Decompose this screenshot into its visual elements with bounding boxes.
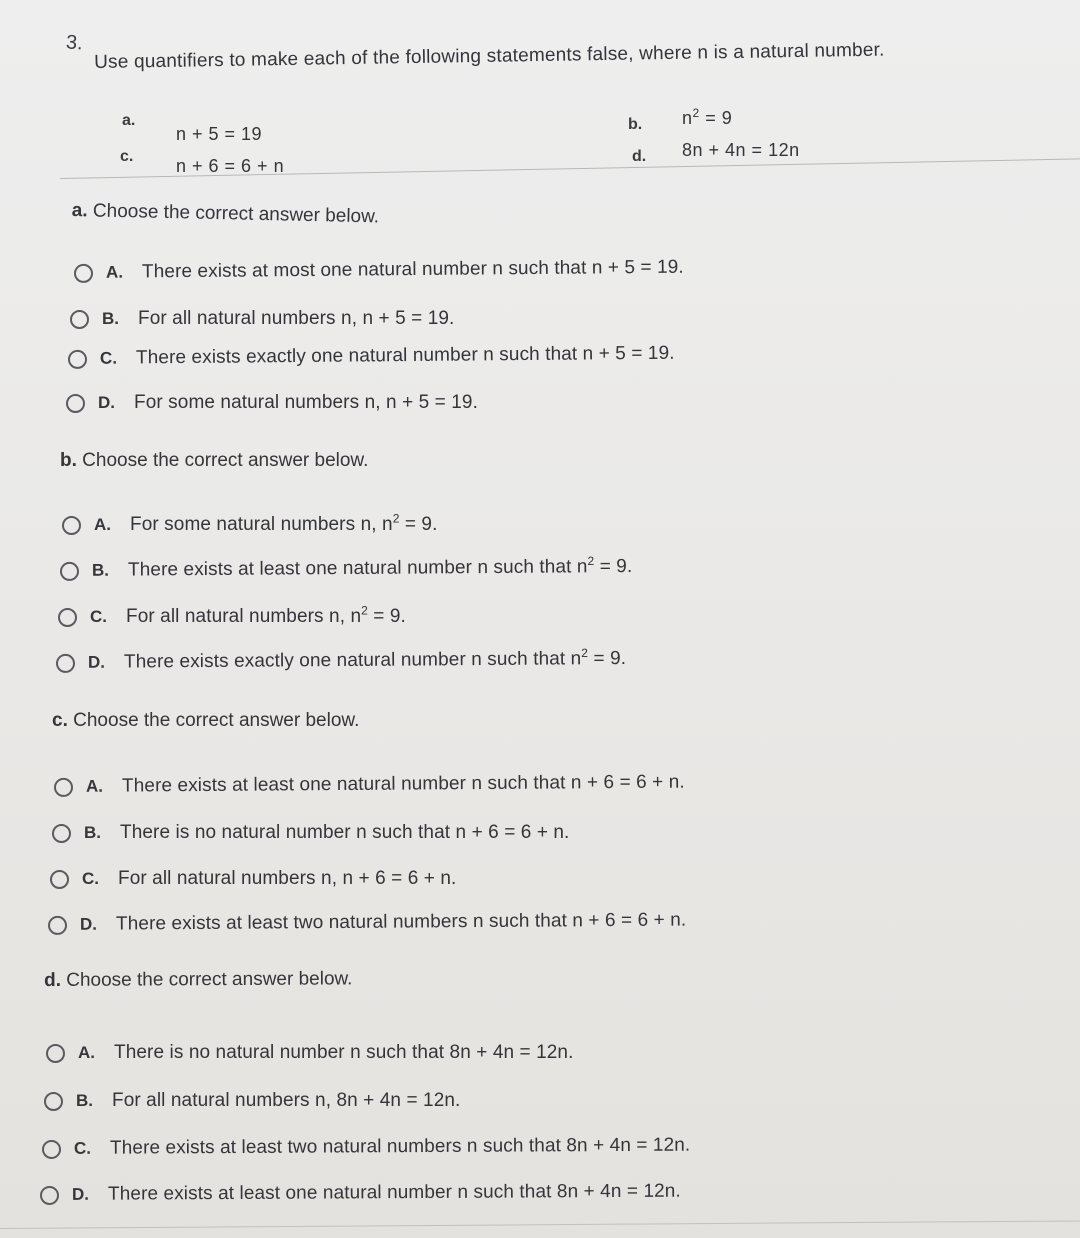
radio-button[interactable] (58, 608, 77, 627)
part-d-option-b[interactable]: B. For all natural numbers n, 8n + 4n = 12n. (44, 1086, 460, 1116)
radio-button[interactable] (50, 870, 69, 889)
part-a-prompt: a. Choose the correct answer below. (71, 200, 380, 228)
part-a-option-b[interactable]: B. For all natural numbers n, n + 5 = 19. (70, 304, 454, 334)
part-a-option-a[interactable]: A. There exists at most one natural number n such that n + 5 = 19. (74, 253, 684, 288)
radio-button[interactable] (42, 1139, 61, 1158)
radio-button[interactable] (44, 1092, 63, 1111)
statement-c-letter: c. (120, 148, 134, 165)
part-c-option-c[interactable]: C. For all natural numbers n, n + 6 = 6 + n. (50, 864, 456, 894)
part-d-option-c[interactable]: C. There exists at least two natural numbers n such that 8n + 4n = 12n. (42, 1131, 690, 1164)
radio-button[interactable] (70, 310, 89, 329)
question-number: 3. (65, 31, 84, 55)
part-b-option-d[interactable]: D. There exists exactly one natural number n such that $n^2 = 9$. (56, 644, 626, 678)
statement-b-letter: b. (628, 116, 643, 133)
statement-c-expression: n + 6 = 6 + n (176, 156, 285, 176)
radio-button[interactable] (52, 824, 71, 843)
part-d-prompt: d. Choose the correct answer below. (44, 968, 353, 991)
part-d-option-a[interactable]: A. There is no natural number n such that 8n + 4n = 12n. (46, 1038, 573, 1068)
part-a-option-c[interactable]: C. There exists exactly one natural number n such that n + 5 = 19. (68, 339, 675, 374)
statement-d-letter: d. (632, 148, 647, 165)
radio-button[interactable] (66, 394, 85, 413)
radio-button[interactable] (62, 516, 81, 535)
radio-button[interactable] (54, 777, 73, 796)
bottom-divider (0, 1220, 1080, 1229)
radio-button[interactable] (56, 653, 75, 672)
part-b-option-a[interactable]: A. For some natural numbers n, $n^2 = 9$. (62, 510, 437, 540)
part-d-option-d[interactable]: D. There exists at least one natural number n such that 8n + 4n = 12n. (40, 1177, 681, 1210)
part-a-option-d[interactable]: D. For some natural numbers n, n + 5 = 19. (66, 388, 478, 418)
part-c-option-d[interactable]: D. There exists at least two natural numbers n such that n + 6 = 6 + n. (48, 906, 686, 940)
part-c-option-b[interactable]: B. There is no natural number n such that n + 6 = 6 + n. (52, 818, 569, 848)
radio-button[interactable] (40, 1185, 59, 1204)
statement-d-expression: 8n + 4n = 12n (682, 140, 800, 160)
part-c-option-a[interactable]: A. There exists at least one natural number n such that n + 6 = 6 + n. (54, 768, 685, 802)
statement-a-expression: n + 5 = 19 (176, 124, 263, 144)
radio-button[interactable] (74, 263, 93, 282)
radio-button[interactable] (68, 349, 87, 368)
statement-a-letter: a. (122, 112, 136, 129)
part-b-prompt: b. Choose the correct answer below. (60, 450, 369, 471)
radio-button[interactable] (48, 915, 67, 934)
part-c-prompt: c. Choose the correct answer below. (52, 710, 360, 731)
part-b-option-c[interactable]: C. For all natural numbers n, $n^2 = 9$. (58, 602, 406, 632)
question-text: Use quantifiers to make each of the following statements false, where n is a natural number. (94, 39, 885, 73)
statement-b-expression: $n^2 = 9$ (682, 106, 733, 128)
radio-button[interactable] (60, 561, 79, 580)
part-b-option-b[interactable]: B. There exists at least one natural number n such that $n^2 = 9$. (60, 552, 633, 586)
radio-button[interactable] (46, 1044, 65, 1063)
